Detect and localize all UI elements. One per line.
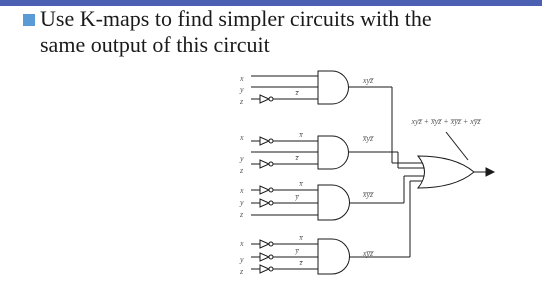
and-gate-icon — [318, 136, 349, 169]
not-output-label: z̅ — [295, 89, 299, 97]
not-bubble — [269, 188, 273, 192]
and-gate-icon — [318, 239, 350, 274]
not-bubble — [269, 139, 273, 143]
input-label-z: z — [240, 97, 244, 106]
not-bubble — [269, 242, 273, 246]
not-bubble — [269, 255, 273, 259]
not-gate-icon — [260, 186, 269, 194]
not-output-label: z̅ — [299, 259, 303, 267]
and-term-label: x̅y̅z̅ — [362, 190, 374, 199]
and-gate-icon — [318, 71, 349, 104]
and-term-label: xyz̅ — [362, 76, 374, 85]
not-gate-icon — [260, 199, 269, 207]
title-line-2: same output of this circuit — [40, 32, 270, 57]
not-output-label: z̅ — [295, 154, 299, 162]
input-label-z: z — [240, 210, 244, 219]
not-output-label: x̅ — [299, 131, 303, 139]
and-term-label: x̅yz̅ — [362, 134, 374, 143]
input-label-z: z — [240, 267, 244, 276]
not-bubble — [269, 162, 273, 166]
input-label-z: z — [240, 166, 244, 175]
output-expression: xyz̅ + x̅yz̅ + x̅y̅z̅ + xy̅z̅ — [411, 117, 481, 126]
not-gate-icon — [260, 95, 269, 103]
and-gate-icon — [318, 185, 350, 220]
not-output-label: x̅ — [299, 180, 303, 188]
not-output-label: y̅ — [295, 193, 299, 201]
input-label-x: x — [240, 239, 244, 248]
input-label-x: x — [240, 74, 244, 83]
not-bubble — [269, 267, 273, 271]
input-label-x: x — [240, 133, 244, 142]
not-output-label: x̅ — [299, 234, 303, 242]
not-gate-icon — [260, 137, 269, 145]
not-bubble — [269, 201, 273, 205]
input-label-y: y — [240, 85, 244, 94]
not-gate-icon — [260, 240, 269, 248]
not-output-label: y̅ — [295, 247, 299, 255]
and-term-label: xy̅z̅ — [362, 249, 374, 258]
input-label-y: y — [240, 154, 244, 163]
not-gate-icon — [260, 253, 269, 261]
output-arrow-icon — [486, 168, 494, 176]
expression-pointer — [446, 132, 468, 160]
not-gate-icon — [260, 160, 269, 168]
or-gate-icon — [418, 156, 474, 188]
not-bubble — [269, 97, 273, 101]
input-label-y: y — [240, 255, 244, 264]
title-line-1: Use K-maps to find simpler circuits with the — [40, 6, 432, 31]
input-label-y: y — [240, 198, 244, 207]
not-gate-icon — [260, 265, 269, 273]
input-label-x: x — [240, 186, 244, 195]
